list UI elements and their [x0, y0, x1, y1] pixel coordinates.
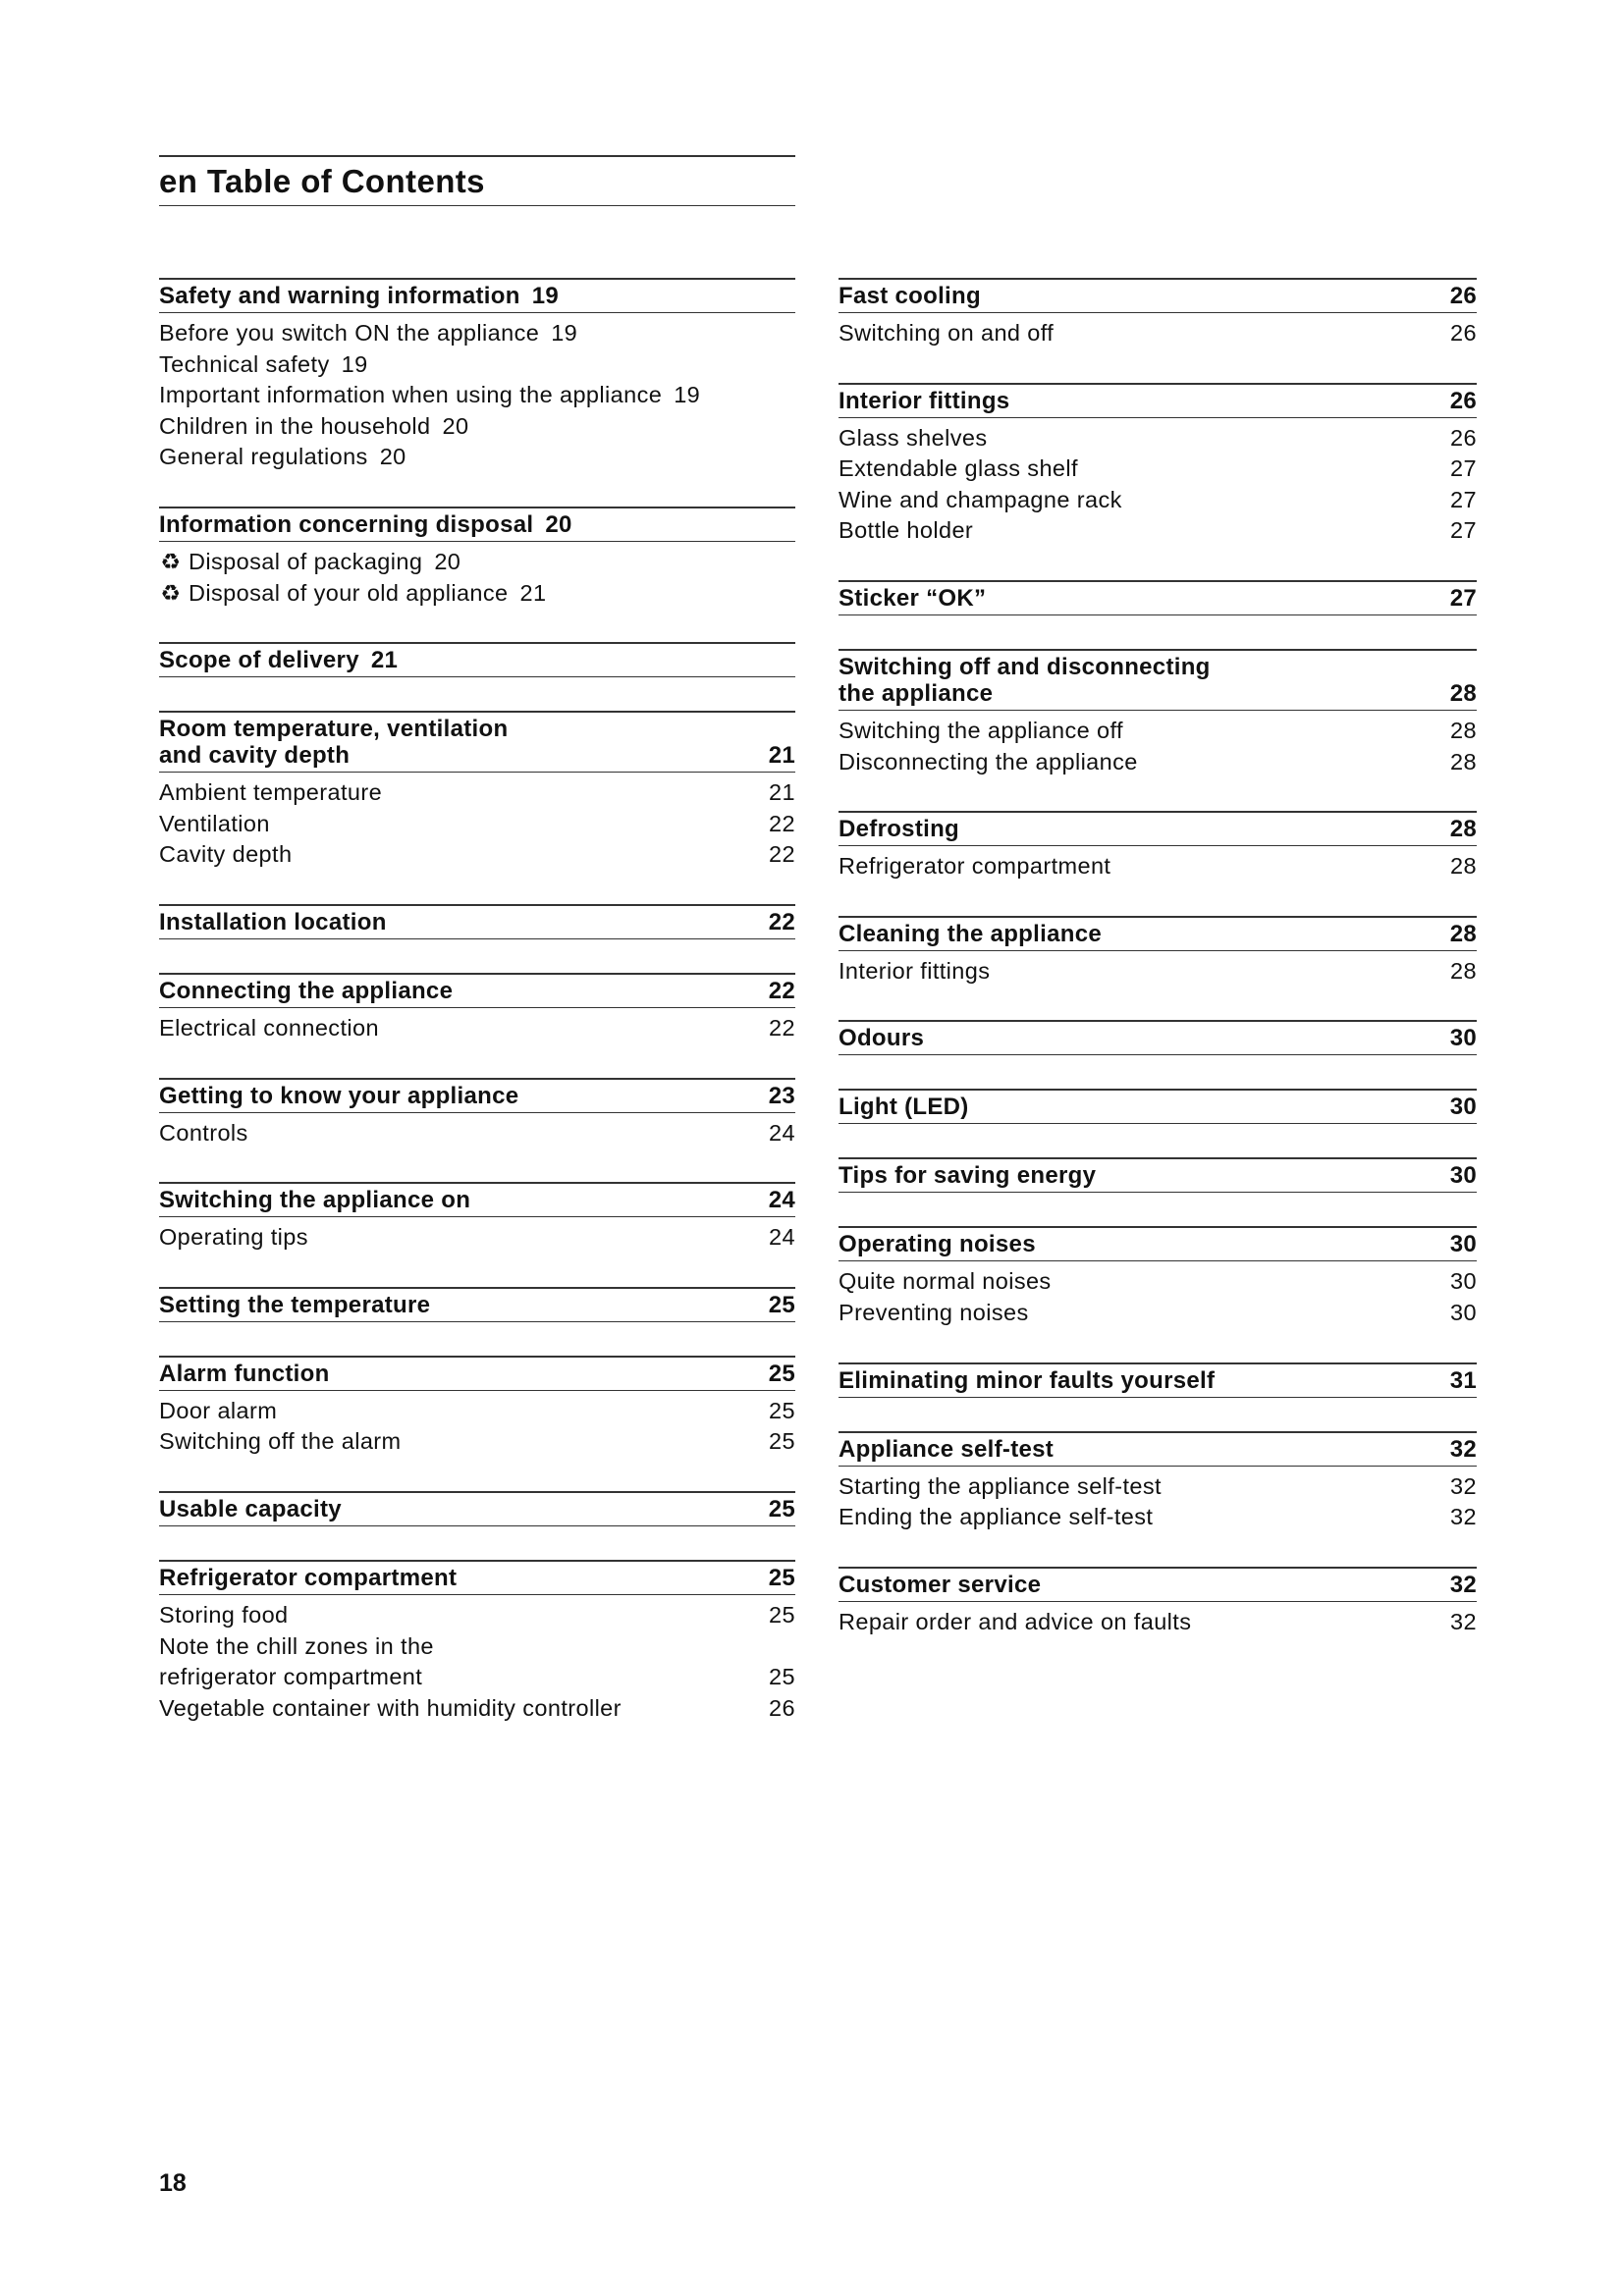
toc-section-heading[interactable]: [159, 973, 795, 1008]
toc-section-heading[interactable]: [159, 904, 795, 939]
section-page-number: 28: [1449, 679, 1477, 707]
toc-entry[interactable]: [159, 1662, 795, 1693]
entry-page-number: 26: [1450, 320, 1477, 346]
toc-section: [159, 278, 795, 473]
section-title: [839, 1572, 1437, 1598]
toc-entry[interactable]: [839, 423, 1477, 454]
section-title-text: Appliance self-test: [839, 1435, 1055, 1463]
entry-title-text: Repair order and advice on faults: [839, 1608, 1192, 1634]
toc-section-heading[interactable]: [839, 1226, 1477, 1261]
entry-title: [159, 777, 756, 809]
entry-title-text: Interior fittings: [839, 957, 991, 984]
section-page-number: 26: [1449, 283, 1477, 309]
section-title-text: Switching off and disconnecting: [839, 653, 1211, 680]
section-page-number: 26: [1449, 387, 1477, 414]
section-page-number: 32: [1449, 1435, 1477, 1463]
section-page-number: 21: [370, 647, 399, 674]
toc-entry[interactable]: [159, 1396, 795, 1427]
toc-section-heading[interactable]: [159, 1491, 795, 1526]
toc-entry[interactable]: [159, 1013, 795, 1044]
section-title: [159, 978, 756, 1004]
entry-title: [159, 1693, 756, 1725]
section-title-text: Interior fittings: [839, 387, 1010, 414]
toc-entry[interactable]: [159, 777, 795, 809]
entry-title: [159, 1662, 756, 1693]
section-title: [159, 647, 795, 673]
toc-entry[interactable]: [159, 1118, 795, 1149]
entry-title: [839, 1471, 1437, 1503]
entry-title: [839, 1298, 1437, 1329]
entry-title-text: Technical safety: [159, 350, 330, 377]
section-title: [839, 921, 1437, 947]
entry-page-number: 22: [769, 810, 795, 836]
recycle-icon: ♻: [160, 579, 182, 606]
entry-page-number: 28: [1450, 853, 1477, 880]
toc-entry-list: [839, 846, 1477, 882]
entry-page-number: 21: [519, 579, 547, 606]
toc-entry[interactable]: [159, 442, 795, 473]
toc-section-heading[interactable]: [159, 711, 795, 773]
section-page-number: 27: [1449, 584, 1477, 612]
toc-section: [159, 642, 795, 677]
toc-entry[interactable]: [839, 1471, 1477, 1503]
entry-title: [159, 411, 795, 443]
entry-page-number: 25: [769, 1601, 795, 1628]
entry-page-number: 30: [1450, 1268, 1477, 1295]
entry-page-number: 20: [434, 548, 461, 574]
entry-title: [839, 485, 1437, 516]
entry-title: [839, 956, 1437, 988]
section-title-text: Eliminating minor faults yourself: [839, 1366, 1216, 1394]
section-page-number: 28: [1449, 920, 1477, 947]
section-page-number: 25: [768, 1564, 795, 1591]
section-page-number: 19: [531, 283, 559, 309]
entry-page-number: 27: [1450, 517, 1477, 544]
entry-title-text: Children in the household: [159, 412, 431, 439]
section-title-text: Odours: [839, 1025, 925, 1052]
entry-title-text: Note the chill zones in the: [159, 1632, 434, 1659]
entry-title: [159, 809, 756, 840]
toc-section: [839, 1567, 1477, 1638]
entry-title-text: Extendable glass shelf: [839, 455, 1078, 482]
toc-entry[interactable]: [839, 956, 1477, 988]
toc-entry[interactable]: [159, 1426, 795, 1458]
toc-entry[interactable]: [839, 747, 1477, 778]
entry-page-number: 20: [442, 412, 469, 439]
entry-title-text: Glass shelves: [839, 424, 988, 451]
section-page-number: 22: [768, 977, 795, 1004]
toc-section-heading[interactable]: [159, 1560, 795, 1595]
toc-entry[interactable]: [159, 1600, 795, 1631]
entry-page-number: 27: [1450, 455, 1477, 482]
entry-title: [839, 1266, 1437, 1298]
section-title: [839, 654, 1437, 707]
entry-title-text: Electrical connection: [159, 1014, 379, 1041]
entry-page-number: 28: [1450, 717, 1477, 743]
section-page-number: 22: [768, 908, 795, 935]
section-title: [839, 1436, 1437, 1463]
entry-title-text: Operating tips: [159, 1224, 308, 1251]
toc-section: [839, 811, 1477, 882]
section-page-number: 25: [768, 1291, 795, 1318]
entry-title: [159, 380, 795, 411]
section-title-text: Information concerning disposal: [159, 510, 534, 538]
toc-section: [159, 1078, 795, 1149]
entry-page-number: 25: [769, 1428, 795, 1455]
entry-title: [159, 839, 756, 871]
entry-page-number: 27: [1450, 486, 1477, 512]
section-title: [839, 1025, 1437, 1051]
section-title-text-line2: and cavity depth: [159, 742, 351, 770]
toc-section-heading[interactable]: [159, 278, 795, 313]
section-title: [839, 1094, 1437, 1120]
entry-page-number: 26: [769, 1694, 795, 1721]
entry-page-number: 30: [1450, 1299, 1477, 1325]
toc-entry[interactable]: [159, 411, 795, 443]
entry-page-number: 22: [769, 1014, 795, 1041]
toc-entry[interactable]: [839, 454, 1477, 485]
entry-page-number: 19: [551, 320, 578, 346]
entry-title-text: General regulations: [159, 444, 368, 470]
section-page-number: 32: [1449, 1571, 1477, 1598]
section-title: [839, 1231, 1437, 1257]
entry-page-number: 19: [674, 382, 701, 408]
toc-entry-list: [839, 1261, 1477, 1328]
toc-section: [839, 580, 1477, 615]
toc-entry[interactable]: [839, 716, 1477, 747]
toc-entry[interactable]: [839, 515, 1477, 547]
toc-section-heading[interactable]: [839, 278, 1477, 313]
toc-section: [839, 916, 1477, 988]
entry-title-text: Ventilation: [159, 810, 270, 836]
toc-entry[interactable]: [159, 318, 795, 349]
toc-entry[interactable]: [159, 1631, 795, 1663]
toc-entry[interactable]: [839, 851, 1477, 882]
section-title: [159, 1361, 756, 1387]
section-title-text: Usable capacity: [159, 1495, 342, 1522]
entry-title-text: Disposal of your old appliance: [189, 579, 509, 606]
section-title: [839, 1162, 1437, 1189]
toc-section-heading[interactable]: [839, 811, 1477, 846]
entry-title-text: Ambient temperature: [159, 779, 383, 806]
section-title: [839, 1367, 1437, 1394]
entry-title: [159, 1222, 756, 1254]
entry-title-text: Door alarm: [159, 1397, 278, 1423]
toc-entry-list: [159, 1391, 795, 1458]
entry-page-number: 19: [341, 350, 368, 377]
section-title-text: Switching the appliance on: [159, 1187, 471, 1214]
toc-entry[interactable]: [839, 1502, 1477, 1533]
entry-title: [159, 1631, 756, 1663]
toc-section: [839, 1431, 1477, 1533]
entry-page-number: 32: [1450, 1504, 1477, 1530]
entry-title-text: Switching the appliance off: [839, 717, 1123, 743]
section-title: [839, 585, 1437, 612]
section-page-number: 23: [768, 1082, 795, 1109]
toc-section: [159, 1287, 795, 1322]
toc-left-column: [159, 278, 795, 1757]
section-title: [839, 816, 1437, 842]
toc-section-heading[interactable]: [159, 1287, 795, 1322]
entry-page-number: 20: [379, 444, 406, 470]
toc-section-heading[interactable]: [839, 649, 1477, 711]
toc-entry[interactable]: [159, 1693, 795, 1725]
toc-entry[interactable]: [839, 1266, 1477, 1298]
section-page-number: 31: [1449, 1366, 1477, 1394]
section-title: [839, 283, 1437, 309]
toc-entry[interactable]: [839, 318, 1477, 349]
toc-entry-list: [839, 711, 1477, 777]
toc-section-heading[interactable]: [159, 1182, 795, 1217]
section-title-text: Operating noises: [839, 1231, 1036, 1258]
entry-title: [159, 1118, 756, 1149]
entry-title: [159, 1396, 756, 1427]
toc-section: [839, 278, 1477, 349]
section-title-text: Connecting the appliance: [159, 977, 454, 1004]
toc-entry-list: [839, 1602, 1477, 1638]
entry-page-number: 28: [1450, 748, 1477, 774]
toc-entry[interactable]: [159, 578, 795, 610]
toc-entry[interactable]: [159, 809, 795, 840]
section-title-text: Room temperature, ventilation: [159, 716, 509, 743]
entry-title-text: Wine and champagne rack: [839, 486, 1122, 512]
toc-entry-list: [159, 542, 795, 609]
entry-page-number: 25: [769, 1397, 795, 1423]
toc-entry-list: [159, 1113, 795, 1149]
entry-title-text: Bottle holder: [839, 517, 974, 544]
toc-section-heading[interactable]: [159, 507, 795, 542]
section-title-text: Fast cooling: [839, 283, 981, 309]
entry-page-number: 28: [1450, 957, 1477, 984]
toc-section-heading[interactable]: [839, 916, 1477, 951]
toc-section: [839, 1020, 1477, 1055]
toc-section-heading[interactable]: [159, 1078, 795, 1113]
entry-page-number: 21: [769, 779, 795, 806]
section-title-text: Cleaning the appliance: [839, 920, 1102, 947]
entry-title-text: Cavity depth: [159, 841, 293, 868]
entry-title: [159, 318, 795, 349]
entry-title-text: Ending the appliance self-test: [839, 1504, 1154, 1530]
section-title: [159, 716, 756, 769]
section-title-text: Alarm function: [159, 1360, 330, 1387]
toc-section: [159, 904, 795, 939]
section-title: [159, 511, 795, 538]
toc-entry-list: [839, 313, 1477, 349]
entry-title: [159, 578, 795, 610]
toc-section: [839, 1157, 1477, 1193]
section-page-number: 25: [768, 1495, 795, 1522]
section-title-text: Getting to know your appliance: [159, 1082, 519, 1109]
toc-right-column: [839, 278, 1477, 1671]
section-title: [159, 909, 756, 935]
entry-title-text: Preventing noises: [839, 1299, 1029, 1325]
toc-section: [159, 1560, 795, 1724]
toc-section-heading[interactable]: [839, 1431, 1477, 1467]
section-title-text: Scope of delivery: [159, 647, 359, 674]
toc-entry-list: [159, 1008, 795, 1044]
toc-section-heading[interactable]: [839, 1567, 1477, 1602]
toc-section: [159, 1491, 795, 1526]
toc-entry[interactable]: [159, 349, 795, 381]
toc-section: [839, 383, 1477, 547]
section-title: [159, 1496, 756, 1522]
entry-title: [839, 716, 1437, 747]
toc-entry-list: [159, 773, 795, 871]
section-page-number: 30: [1449, 1231, 1477, 1258]
section-page-number: 24: [768, 1187, 795, 1214]
recycle-icon: ♻: [160, 548, 182, 574]
toc-section: [839, 1089, 1477, 1124]
toc-entry[interactable]: [839, 1298, 1477, 1329]
toc-entry-list: [839, 418, 1477, 547]
page-number: 18: [159, 2169, 187, 2197]
entry-page-number: 25: [769, 1664, 795, 1690]
entry-page-number: 22: [769, 841, 795, 868]
entry-title: [159, 349, 795, 381]
section-page-number: 30: [1449, 1162, 1477, 1190]
toc-section-heading[interactable]: [839, 383, 1477, 418]
toc-entry[interactable]: [839, 1607, 1477, 1638]
section-page-number: 30: [1449, 1025, 1477, 1052]
toc-entry-list: [839, 1467, 1477, 1533]
entry-title-text: Starting the appliance self-test: [839, 1472, 1162, 1499]
entry-title-text: Vegetable container with humidity controller: [159, 1694, 622, 1721]
entry-title-text: Controls: [159, 1119, 248, 1146]
toc-section: [839, 649, 1477, 777]
entry-title: [839, 747, 1437, 778]
section-page-number: 21: [768, 742, 795, 770]
entry-title: [839, 1607, 1437, 1638]
entry-page-number: 26: [1450, 424, 1477, 451]
entry-title-text: Disposal of packaging: [189, 548, 423, 574]
entry-title: [839, 515, 1437, 547]
section-page-number: 30: [1449, 1094, 1477, 1121]
entry-title-text: Important information when using the appliance: [159, 382, 663, 408]
toc-section-heading[interactable]: [839, 1020, 1477, 1055]
entry-title-text: Quite normal noises: [839, 1268, 1052, 1295]
entry-title-text: Switching off the alarm: [159, 1428, 402, 1455]
entry-page-number: 32: [1450, 1608, 1477, 1634]
entry-title-text: refrigerator compartment: [159, 1664, 423, 1690]
section-title-text: Setting the temperature: [159, 1291, 431, 1318]
entry-page-number: 24: [769, 1224, 795, 1251]
section-title-text: Tips for saving energy: [839, 1162, 1097, 1190]
entry-title: [839, 318, 1437, 349]
toc-section-heading[interactable]: [839, 1157, 1477, 1193]
section-title-text: Sticker “OK”: [839, 584, 987, 612]
entry-page-number: 32: [1450, 1472, 1477, 1499]
toc-section: [839, 1226, 1477, 1328]
entry-title-text: Storing food: [159, 1601, 289, 1628]
toc-entry[interactable]: [159, 380, 795, 411]
section-title-text-line2: the appliance: [839, 679, 994, 707]
section-page-number: 20: [545, 510, 572, 538]
section-title: [159, 1083, 756, 1109]
entry-page-number: 24: [769, 1119, 795, 1146]
toc-section: [839, 1362, 1477, 1398]
toc-section: [159, 973, 795, 1044]
section-title: [159, 1565, 756, 1591]
entry-title-text: Switching on and off: [839, 320, 1055, 346]
page-title: en Table of Contents: [159, 163, 485, 199]
entry-title-text: Before you switch ON the appliance: [159, 320, 540, 346]
toc-entry-list: [159, 313, 795, 473]
toc-entry[interactable]: [159, 839, 795, 871]
section-title-text: Defrosting: [839, 816, 959, 843]
toc-section-heading[interactable]: [159, 1356, 795, 1391]
entry-title: [159, 1600, 756, 1631]
entry-title: [159, 1426, 756, 1458]
page-header: [159, 155, 795, 206]
toc-section: [159, 711, 795, 871]
section-title: [159, 1292, 756, 1318]
section-page-number: 25: [768, 1360, 795, 1387]
entry-title: [839, 454, 1437, 485]
entry-title: [839, 423, 1437, 454]
entry-title: [839, 851, 1437, 882]
toc-section: [159, 507, 795, 609]
entry-title: [159, 442, 795, 473]
section-title: [839, 388, 1437, 414]
entry-title: [839, 1502, 1437, 1533]
section-title-text: Installation location: [159, 908, 387, 935]
entry-title: [159, 547, 795, 578]
section-title-text: Light (LED): [839, 1094, 969, 1121]
entry-title-text: Refrigerator compartment: [839, 853, 1111, 880]
toc-section-heading[interactable]: [839, 1362, 1477, 1398]
toc-section: [159, 1182, 795, 1254]
toc-entry-list: [159, 1595, 795, 1724]
section-page-number: 28: [1449, 816, 1477, 843]
section-title-text: Customer service: [839, 1571, 1042, 1598]
toc-section-heading[interactable]: [159, 642, 795, 677]
section-title-text: Safety and warning information: [159, 283, 520, 309]
entry-title-text: Disconnecting the appliance: [839, 748, 1138, 774]
toc-entry[interactable]: [839, 485, 1477, 516]
section-title: [159, 283, 795, 309]
entry-title: [159, 1013, 756, 1044]
toc-section: [159, 1356, 795, 1458]
toc-entry-list: [839, 951, 1477, 988]
toc-section-heading[interactable]: [839, 580, 1477, 615]
toc-entry[interactable]: [159, 547, 795, 578]
toc-entry[interactable]: [159, 1222, 795, 1254]
toc-section-heading[interactable]: [839, 1089, 1477, 1124]
toc-entry-list: [159, 1217, 795, 1254]
section-title: [159, 1187, 756, 1213]
section-title-text: Refrigerator compartment: [159, 1564, 458, 1591]
